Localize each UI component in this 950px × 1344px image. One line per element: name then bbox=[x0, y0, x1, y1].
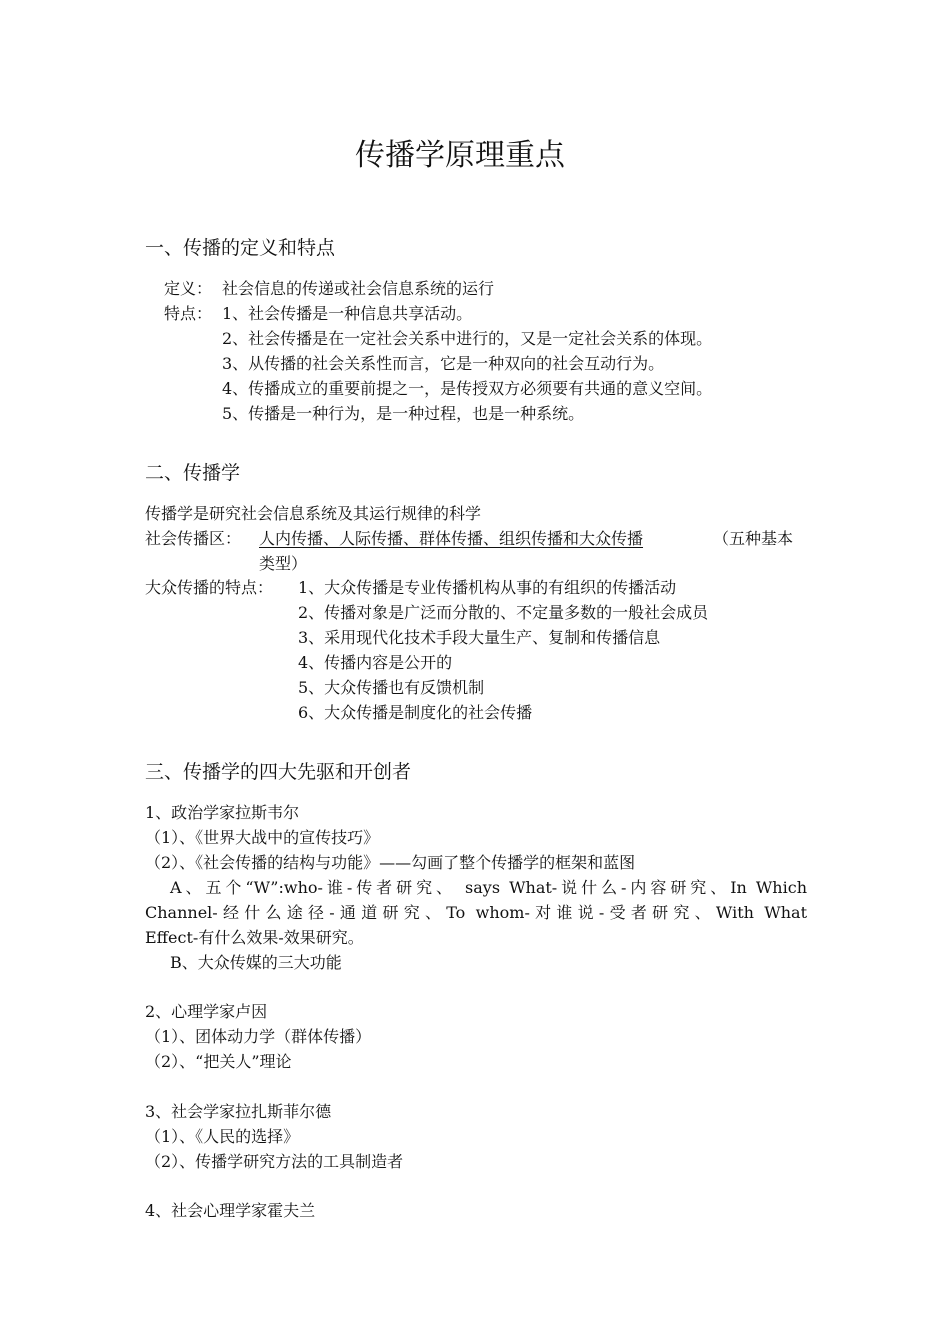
zone-note: （五种基本 bbox=[713, 529, 794, 548]
five-w-line: A、五个“W”:who-谁-传者研究、 says What-说什么-内容研究、In Which bbox=[170, 878, 807, 897]
pioneer-3: 3、社会学家拉扎斯菲尔德 bbox=[145, 1102, 332, 1121]
mass-item: 4、传播内容是公开的 bbox=[298, 653, 453, 672]
section-3-heading: 三、传播学的四大先驱和开创者 bbox=[145, 761, 412, 783]
page-title: 传播学原理重点 bbox=[355, 138, 565, 173]
pioneer-1-item: （2）、《社会传播的结构与功能》——勾画了整个传播学的框架和蓝图 bbox=[145, 853, 636, 872]
definition-text: 社会信息的传递或社会信息系统的运行 bbox=[222, 279, 495, 298]
section-2-heading: 二、传播学 bbox=[145, 462, 241, 484]
mass-item: 1、大众传播是专业传播机构从事的有组织的传播活动 bbox=[298, 578, 677, 597]
pioneer-2-item: （2）、“把关人”理论 bbox=[145, 1052, 292, 1071]
pioneer-2: 2、心理学家卢因 bbox=[145, 1002, 268, 1021]
mass-item: 6、大众传播是制度化的社会传播 bbox=[298, 703, 533, 722]
mass-item: 2、传播对象是广泛而分散的、不定量多数的一般社会成员 bbox=[298, 603, 709, 622]
pioneer-1-item: （1）、《世界大战中的宣传技巧》 bbox=[145, 828, 380, 847]
pioneer-3-item: （1）、《人民的选择》 bbox=[145, 1127, 300, 1146]
feature-item: 5、传播是一种行为，是一种过程，也是一种系统。 bbox=[222, 404, 585, 423]
feature-item: 1、社会传播是一种信息共享活动。 bbox=[222, 304, 473, 323]
feature-item: 3、从传播的社会关系性而言，它是一种双向的社会互动行为。 bbox=[222, 354, 665, 373]
five-w-line: Effect-有什么效果-效果研究。 bbox=[145, 928, 364, 947]
five-w-line: Channel-经什么途径-通道研究、To whom-对谁说-受者研究、With What bbox=[145, 903, 807, 922]
zone-types: 人内传播、人际传播、群体传播、组织传播和大众传播 bbox=[259, 529, 644, 548]
pioneer-2-item: （1）、团体动力学（群体传播） bbox=[145, 1027, 372, 1046]
feature-item: 4、传播成立的重要前提之一，是传授双方必须要有共通的意义空间。 bbox=[222, 379, 713, 398]
section-2-definition: 传播学是研究社会信息系统及其运行规律的科学 bbox=[145, 504, 482, 523]
section-1-heading: 一、传播的定义和特点 bbox=[145, 237, 336, 259]
zone-note-cont: 类型） bbox=[259, 554, 308, 573]
feature-item: 2、社会传播是在一定社会关系中进行的，又是一定社会关系的体现。 bbox=[222, 329, 713, 348]
mass-label: 大众传播的特点： bbox=[145, 578, 274, 597]
mass-item: 5、大众传播也有反馈机制 bbox=[298, 678, 485, 697]
features-label: 特点： bbox=[164, 304, 213, 323]
pioneer-1: 1、政治学家拉斯韦尔 bbox=[145, 803, 300, 822]
media-functions: B、大众传媒的三大功能 bbox=[170, 953, 342, 972]
pioneer-3-item: （2）、传播学研究方法的工具制造者 bbox=[145, 1152, 404, 1171]
zone-label: 社会传播区： bbox=[145, 529, 242, 548]
mass-item: 3、采用现代化技术手段大量生产、复制和传播信息 bbox=[298, 628, 661, 647]
pioneer-4: 4、社会心理学家霍夫兰 bbox=[145, 1201, 316, 1220]
definition-label: 定义： bbox=[164, 279, 213, 298]
